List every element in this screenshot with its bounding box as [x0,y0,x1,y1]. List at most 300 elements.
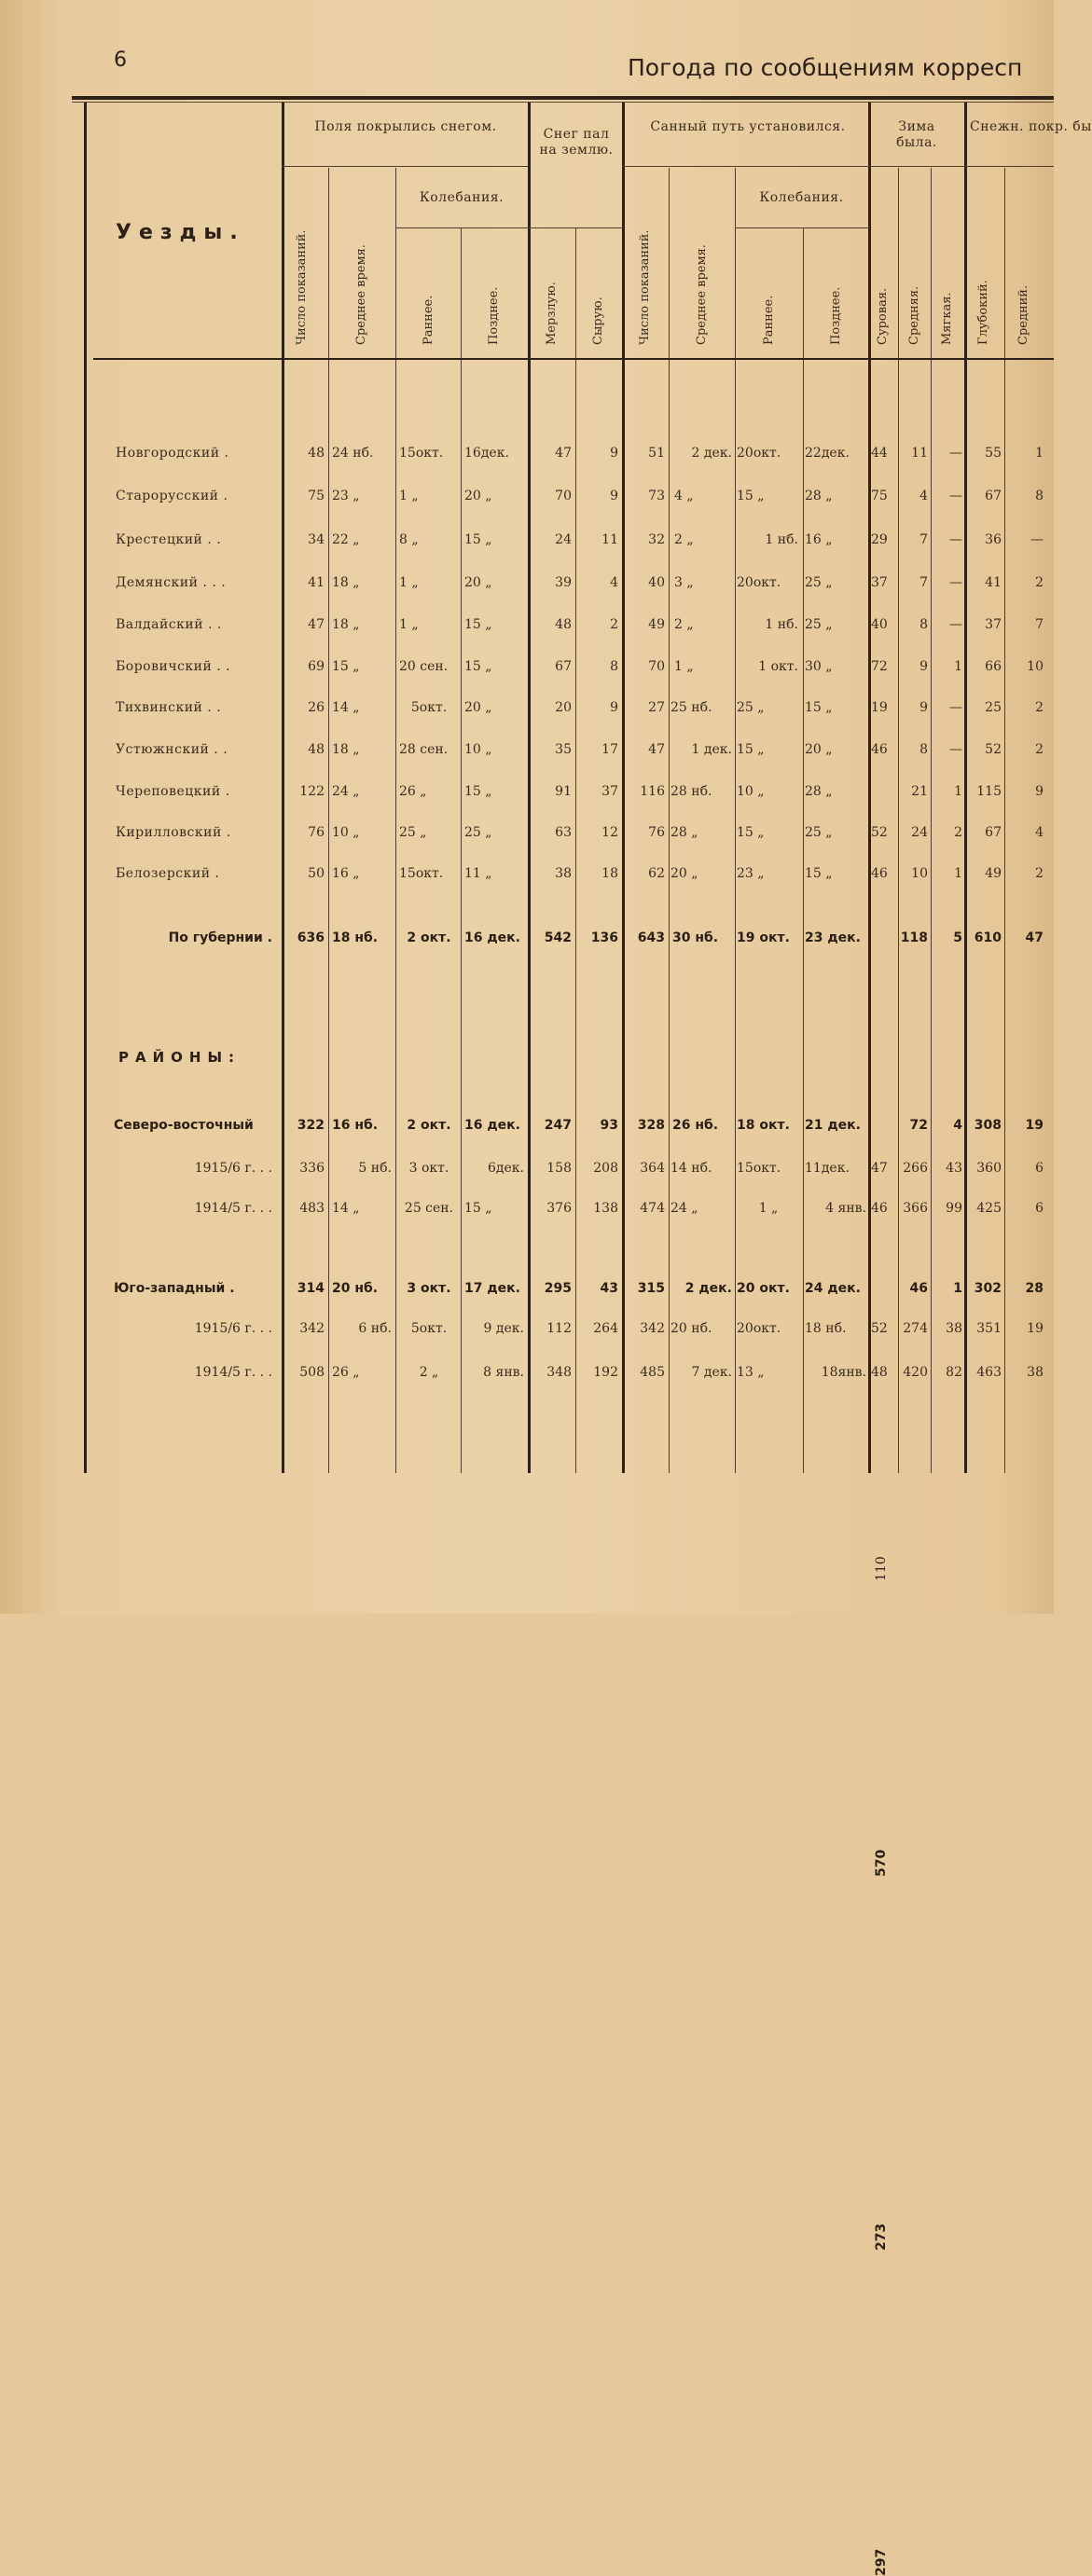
snow-frozen-header: Мерзлую. [545,282,559,345]
table-cell-c8: 20 „ [670,866,698,881]
table-cell-c11: 75 [871,489,888,503]
region-row [0,1154,1054,1182]
table-cell-c14: 425 [976,1201,1002,1216]
table-cell-c7: 643 [637,930,665,945]
table-cell-c5: 91 [555,784,572,799]
table-cell-c2: 23 „ [332,489,360,503]
table-cell-c1: 26 [308,700,325,715]
table-cell-c10: 15 „ [805,866,833,881]
table-cell-c8: 14 нб. [670,1161,712,1176]
row-label: Белозерский . [116,866,220,881]
page-number: 6 [114,48,127,72]
header-rule [622,166,868,167]
table-cell-c2: 26 „ [332,1365,360,1380]
table-cell-c11: 297 [874,2548,889,2576]
table-cell-c14: 67 [985,489,1002,503]
table-cell-c13: — [949,700,962,715]
table-cell-c3: 28 сен. [399,742,449,757]
table-cell-c4: 16дек. [464,446,509,461]
table-cell-c4: 15 „ [464,1201,492,1216]
table-cell-c10: 18янв. [821,1365,866,1380]
table-cell-c4: 20 „ [464,700,492,715]
row-label: 1914/5 г. . . [194,1201,272,1216]
table-cell-c1: 50 [308,866,325,881]
table-cell-c5: 112 [546,1321,572,1336]
table-cell-c3: 8 „ [399,532,419,547]
table-cell-c1: 75 [308,489,325,503]
table-row [0,736,1054,764]
table-cell-c9: 13 „ [737,1365,765,1380]
table-cell-c7: 342 [640,1321,665,1336]
table-cell-c3: 25 „ [399,825,427,840]
table-cell-c13: 4 [953,1118,962,1133]
header-rule [528,227,622,228]
table-cell-c4: 15 „ [464,532,492,547]
table-cell-c12: 8 [919,742,928,757]
table-cell-c2: 22 „ [332,532,360,547]
table-cell-c6: 37 [601,784,618,799]
table-cell-c15: 7 [1035,617,1044,632]
table-cell-c3: 5окт. [410,700,448,715]
table-cell-c8: 2 дек. [691,446,732,461]
table-cell-c15: 19 [1025,1118,1044,1133]
table-cell-c1: 322 [297,1118,325,1133]
table-cell-c3: 1 „ [399,575,419,590]
table-cell-c2: 14 „ [332,1201,360,1216]
row-label: 1915/6 г. . . [194,1321,272,1336]
snow-fell-header: Снег пал на землю. [539,127,614,158]
table-cell-c9: 15 „ [737,742,765,757]
table-cell-c13: 5 [953,930,962,945]
sled-count-header: Число показаний. [638,229,652,345]
table-cell-c11: 570 [874,1849,889,1877]
sled-early-header: Раннее. [762,295,776,345]
header-rule [395,227,528,228]
table-cell-c6: 264 [593,1321,618,1336]
table-cell-c5: 39 [555,575,572,590]
table-cell-c2: 5 нб. [358,1161,392,1176]
table-cell-c2: 10 „ [332,825,360,840]
table-cell-c12: 46 [909,1281,928,1296]
table-cell-c4: 15 „ [464,617,492,632]
table-cell-c15: 2 [1035,866,1044,881]
table-cell-c4: 15 „ [464,659,492,674]
table-cell-c12: 266 [903,1161,928,1176]
table-cell-c5: 48 [555,617,572,632]
table-cell-c2: 16 „ [332,866,360,881]
table-cell-c14: 302 [974,1281,1002,1296]
row-label: Северо-восточный [114,1118,254,1133]
table-cell-c4: 10 „ [464,742,492,757]
table-cell-c5: 38 [555,866,572,881]
row-label: Старорусский . [116,489,228,503]
table-cell-c7: 51 [648,446,665,461]
table-cell-c9: 20окт. [737,446,781,461]
table-cell-c14: 52 [985,742,1002,757]
table-row [0,526,1054,554]
table-cell-c11: 46 [871,742,888,757]
table-cell-c9: 15окт. [737,1161,781,1176]
table-cell-c2: 24 нб. [332,446,374,461]
header-rule [868,166,964,167]
table-cell-c3: 3 окт. [407,1281,451,1296]
table-cell-c15: 28 [1025,1281,1044,1296]
table-cell-c13: — [949,575,962,590]
table-cell-c8: 2 „ [674,617,694,632]
table-cell-c4: 20 „ [464,575,492,590]
table-cell-c9: 1 „ [758,1201,779,1216]
table-cell-c2: 18 нб. [332,930,379,945]
table-cell-c8: 24 „ [670,1201,698,1216]
table-cell-c9: 1 окт. [758,659,798,674]
table-cell-c15: 10 [1027,659,1044,674]
table-cell-c13: 1 [953,1281,962,1296]
table-cell-c7: 32 [648,532,665,547]
table-row [0,653,1054,681]
table-cell-c8: 3 „ [674,575,694,590]
table-cell-c3: 15окт. [399,866,444,881]
table-cell-c7: 62 [648,866,665,881]
table-cell-c9: 20окт. [737,1321,781,1336]
table-cell-c1: 336 [299,1161,325,1176]
table-cell-c1: 76 [308,825,325,840]
table-cell-c6: 138 [593,1201,618,1216]
table-cell-c15: 6 [1035,1201,1044,1216]
table-cell-c6: 93 [600,1118,618,1133]
sled-avg-header: Среднее время. [695,244,709,345]
regions-title: РАЙОНЫ: [118,1049,242,1066]
table-cell-c1: 342 [299,1321,325,1336]
table-cell-c7: 40 [648,575,665,590]
table-cell-c14: 55 [985,446,1002,461]
table-cell-c9: 1 нб. [765,532,798,547]
table-cell-c7: 315 [637,1281,665,1296]
table-cell-c5: 24 [555,532,572,547]
table-cell-c7: 49 [648,617,665,632]
table-cell-c1: 47 [308,617,325,632]
table-cell-c12: 10 [911,866,928,881]
table-cell-c10: 18 нб. [805,1321,847,1336]
table-cell-c13: 2 [954,825,962,840]
table-cell-c9: 20 окт. [737,1281,790,1296]
table-cell-c2: 18 „ [332,617,360,632]
table-cell-c6: 8 [610,659,618,674]
table-cell-c12: 7 [919,575,928,590]
table-cell-c12: 24 [911,825,928,840]
table-cell-c3: 2 „ [419,1365,439,1380]
table-cell-c11: 37 [871,575,888,590]
table-cell-c3: 2 окт. [407,930,451,945]
table-cell-c1: 483 [299,1201,325,1216]
table-cell-c8: 2 „ [674,532,694,547]
table-cell-c4: 9 дек. [483,1321,524,1336]
table-cell-c4: 6дек. [487,1161,524,1176]
table-cell-c4: 8 янв. [483,1365,524,1380]
table-cell-c10: 25 „ [805,825,833,840]
table-cell-c5: 67 [555,659,572,674]
table-cell-c6: 136 [590,930,618,945]
table-cell-c3: 2 окт. [407,1118,451,1133]
table-row [0,611,1054,639]
fields-avg-header: Среднее время. [354,244,368,345]
table-cell-c3: 1 „ [399,617,419,632]
table-cell-c2: 14 „ [332,700,360,715]
table-cell-c5: 247 [544,1118,572,1133]
row-label: Устюжнский . . [116,742,228,757]
table-cell-c9: 19 окт. [737,930,790,945]
table-cell-c5: 295 [544,1281,572,1296]
table-cell-c15: 6 [1035,1161,1044,1176]
table-cell-c13: 1 [954,866,962,881]
row-label: По губернии . [168,930,272,945]
table-cell-c1: 69 [308,659,325,674]
table-cell-c13: — [949,742,962,757]
table-cell-c6: 9 [610,446,618,461]
table-cell-c11: 46 [871,1201,888,1216]
table-cell-c14: 36 [985,532,1002,547]
table-cell-c11: 52 [871,1321,888,1336]
table-cell-c12: 7 [919,532,928,547]
table-cell-c8: 1 дек. [691,742,732,757]
region-row [0,1358,1054,1386]
table-cell-c1: 636 [297,930,325,945]
row-label: Кирилловский . [116,825,231,840]
table-cell-c5: 63 [555,825,572,840]
region-row [0,1315,1054,1343]
table-cell-c10: 22дек. [805,446,850,461]
table-cell-c10: 24 дек. [805,1281,861,1296]
table-cell-c13: — [949,446,962,461]
table-cell-c5: 376 [546,1201,572,1216]
header-rule [282,166,528,167]
table-cell-c12: 4 [919,489,928,503]
table-cell-c1: 41 [308,575,325,590]
table-cell-c2: 18 „ [332,575,360,590]
table-cell-c12: 21 [911,784,928,799]
header-rule [735,227,868,228]
fields-count-header: Число показаний. [295,229,309,345]
table-cell-c14: 308 [974,1118,1002,1133]
table-cell-c2: 6 нб. [358,1321,392,1336]
table-cell-c5: 35 [555,742,572,757]
table-cell-c11: 46 [871,866,888,881]
table-cell-c2: 16 нб. [332,1118,379,1133]
table-cell-c15: 47 [1025,930,1044,945]
winter-mild-header: Мягкая. [940,292,954,345]
table-cell-c10: 25 „ [805,575,833,590]
row-label: Тихвинский . . [116,700,222,715]
table-cell-c12: 11 [911,446,928,461]
table-cell-c8: 4 „ [674,489,694,503]
table-cell-c12: 274 [903,1321,928,1336]
table-cell-c2: 20 нб. [332,1281,379,1296]
table-cell-c7: 47 [648,742,665,757]
table-cell-c15: 2 [1035,700,1044,715]
table-cell-c5: 348 [546,1365,572,1380]
fields-early-header: Раннее. [422,295,435,345]
sled-road-header: Санный путь установился. [650,119,846,134]
table-cell-c6: 12 [601,825,618,840]
row-label: Валдайский . . [116,617,222,632]
winter-severe-header: Суровая. [876,287,890,345]
table-cell-c6: 18 [601,866,618,881]
table-cell-c6: 9 [610,489,618,503]
table-cell-c6: 9 [610,700,618,715]
table-cell-c9: 25 „ [737,700,765,715]
table-cell-c3: 26 „ [399,784,427,799]
snow-mid-header: Средний. [1016,284,1030,345]
table-cell-c15: — [1030,532,1044,547]
row-label: Череповецкий . [116,784,230,799]
table-cell-c6: 4 [610,575,618,590]
table-cell-c10: 28 „ [805,784,833,799]
row-label: Крестецкий . . [116,532,222,547]
table-cell-c12: 9 [919,700,928,715]
table-cell-c2: 18 „ [332,742,360,757]
table-cell-c14: 67 [985,825,1002,840]
table-cell-c9: 10 „ [737,784,765,799]
table-cell-c10: 23 дек. [805,930,861,945]
table-cell-c6: 2 [610,617,618,632]
table-cell-c11: 19 [871,700,888,715]
fields-variation-header: Колебания. [419,190,505,205]
table-cell-c15: 1 [1035,446,1044,461]
snow-deep-header: Глубокий. [976,280,990,345]
row-label: 1914/5 г. . . [194,1365,272,1380]
table-cell-c6: 208 [593,1161,618,1176]
fields-late-header: Позднее. [487,286,501,345]
table-cell-c4: 20 „ [464,489,492,503]
table-cell-c13: 82 [946,1365,962,1380]
running-title: Погода по сообщениям корресп [628,54,1023,81]
table-cell-c7: 76 [648,825,665,840]
table-cell-c11: 40 [871,617,888,632]
table-cell-c9: 15 „ [737,489,765,503]
table-cell-c7: 364 [640,1161,665,1176]
table-cell-c13: 1 [954,784,962,799]
region-row [0,1194,1054,1222]
table-cell-c14: 49 [985,866,1002,881]
table-cell-c13: 99 [946,1201,962,1216]
table-cell-c3: 3 окт. [408,1161,449,1176]
table-cell-c8: 28 нб. [670,784,712,799]
row-label: Боровичский . . [116,659,231,674]
table-cell-c8: 20 нб. [670,1321,712,1336]
table-cell-c4: 16 дек. [464,1118,520,1133]
row-label: Демянский . . . [116,575,227,590]
table-cell-c7: 116 [640,784,665,799]
table-row [0,819,1054,847]
table-cell-c12: 118 [900,930,928,945]
table-cell-c5: 158 [546,1161,572,1176]
table-cell-c11: 44 [871,446,888,461]
table-cell-c11: 47 [871,1161,888,1176]
table-cell-c6: 43 [600,1281,618,1296]
winter-medium-header: Средняя. [907,285,921,345]
table-cell-c10: 4 янв. [825,1201,866,1216]
table-cell-c8: 7 дек. [691,1365,732,1380]
table-cell-c12: 8 [919,617,928,632]
row-label: Новгородский . [116,446,229,461]
table-row [0,569,1054,597]
table-cell-c13: — [949,489,962,503]
table-cell-c14: 41 [985,575,1002,590]
table-cell-c13: 1 [954,659,962,674]
table-cell-c1: 314 [297,1281,325,1296]
uezdy-header: Уезды. [116,221,245,244]
table-cell-c7: 70 [648,659,665,674]
table-cell-c14: 351 [976,1321,1002,1336]
table-cell-c15: 38 [1027,1365,1044,1380]
table-cell-c10: 20 „ [805,742,833,757]
table-cell-c7: 73 [648,489,665,503]
table-cell-c13: — [949,532,962,547]
table-cell-c9: 20окт. [737,575,781,590]
table-cell-c7: 328 [637,1118,665,1133]
table-row [0,439,1054,467]
table-cell-c11: 110 [874,1556,889,1581]
table-cell-c3: 15окт. [399,446,444,461]
table-cell-c5: 47 [555,446,572,461]
fields-covered-header: Поля покрылись снегом. [314,119,497,134]
table-cell-c11: 273 [874,2223,889,2251]
table-row [0,482,1054,510]
table-cell-c13: 43 [946,1161,962,1176]
table-cell-c7: 474 [640,1201,665,1216]
table-cell-c10: 21 дек. [805,1118,861,1133]
table-cell-c5: 70 [555,489,572,503]
table-cell-c11: 48 [871,1365,888,1380]
table-cell-c3: 5окт. [410,1321,448,1336]
table-cell-c8: 1 „ [674,659,694,674]
table-cell-c9: 18 окт. [737,1118,790,1133]
table-cell-c5: 542 [544,930,572,945]
table-cell-c8: 2 дек. [684,1281,732,1296]
table-cell-c7: 485 [640,1365,665,1380]
table-cell-c12: 72 [909,1118,928,1133]
table-cell-c15: 2 [1035,742,1044,757]
row-label: Юго-западный . [114,1281,235,1296]
table-cell-c15: 4 [1035,825,1044,840]
table-cell-c3: 1 „ [399,489,419,503]
table-cell-c14: 115 [976,784,1002,799]
table-cell-c8: 28 „ [670,825,698,840]
table-cell-c9: 1 нб. [765,617,798,632]
table-cell-c3: 25 сен. [404,1201,454,1216]
table-cell-c10: 25 „ [805,617,833,632]
table-cell-c1: 508 [299,1365,325,1380]
sled-late-header: Позднее. [829,286,843,345]
table-cell-c2: 15 „ [332,659,360,674]
table-cell-c10: 16 „ [805,532,833,547]
table-cell-c1: 48 [308,446,325,461]
table-cell-c10: 28 „ [805,489,833,503]
table-cell-c9: 15 „ [737,825,765,840]
table-cell-c14: 37 [985,617,1002,632]
table-cell-c14: 360 [976,1161,1002,1176]
table-cell-c6: 17 [601,742,618,757]
table-cell-c8: 25 нб. [670,700,712,715]
table-cell-c14: 610 [974,930,1002,945]
table-cell-c4: 15 „ [464,784,492,799]
table-row [0,694,1054,722]
table-cell-c11: 52 [871,825,888,840]
table-cell-c10: 11дек. [805,1161,850,1176]
table-cell-c1: 34 [308,532,325,547]
table-cell-c15: 2 [1035,575,1044,590]
table-cell-c14: 463 [976,1365,1002,1380]
winter-was-header: Зима была. [896,119,937,150]
